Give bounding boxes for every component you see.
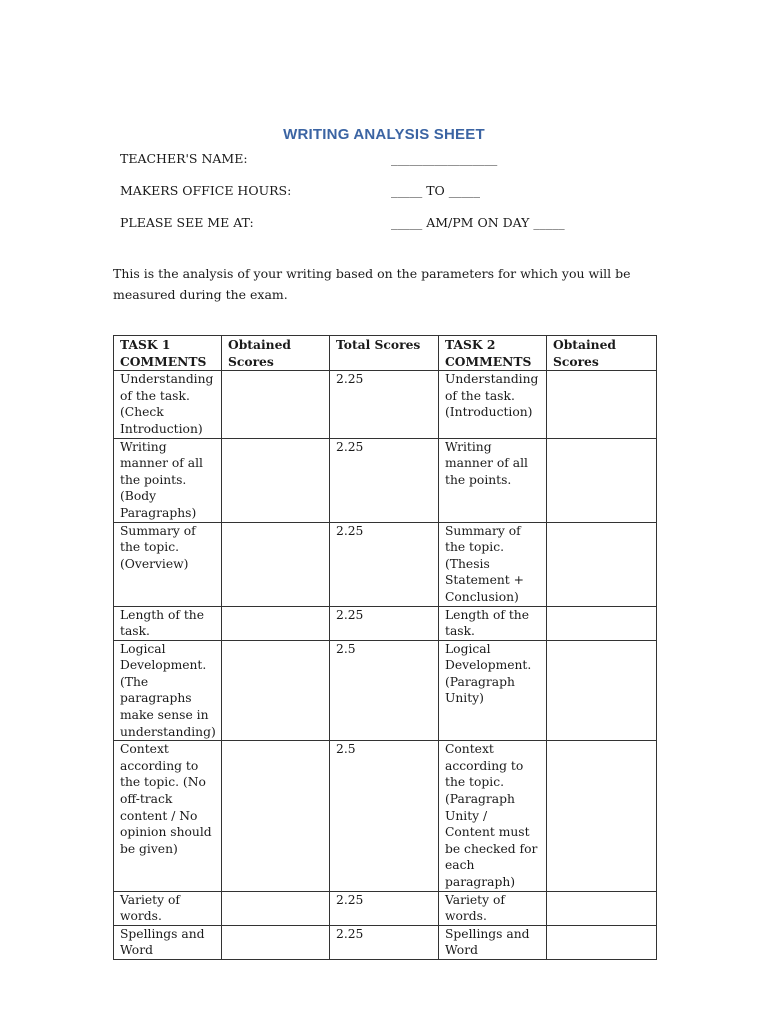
table-row — [114, 891, 657, 925]
obtained-score-1 — [222, 891, 330, 925]
obtained-score-2 — [547, 640, 657, 741]
obtained-score-1 — [222, 741, 330, 891]
header-obtained-scores-2: Obtained Scores — [547, 336, 657, 371]
task1-comment: Understanding of the task. (Check Introduction) — [114, 371, 222, 438]
total-score: 2.5 — [330, 741, 439, 891]
task2-comment: Logical Development. (Paragraph Unity) — [439, 640, 547, 741]
obtained-score-2 — [547, 741, 657, 891]
teacher-name-blank: _________________ — [391, 151, 498, 166]
task1-comment: Writing manner of all the points. (Body Paragraphs) — [114, 438, 222, 522]
task2-comment: Spellings and Word — [439, 925, 547, 959]
obtained-score-2 — [547, 371, 657, 438]
see-me-blank: _____ AM/PM ON DAY _____ — [391, 215, 565, 230]
task1-comment: Summary of the topic. (Overview) — [114, 522, 222, 606]
total-score: 2.25 — [330, 371, 439, 438]
obtained-score-2 — [547, 925, 657, 959]
see-me-label: PLEASE SEE ME AT: — [120, 215, 254, 230]
obtained-score-2 — [547, 606, 657, 640]
task2-comment: Writing manner of all the points. — [439, 438, 547, 522]
obtained-score-1 — [222, 371, 330, 438]
total-score: 2.25 — [330, 925, 439, 959]
obtained-score-1 — [222, 438, 330, 522]
table-row — [114, 371, 657, 438]
office-hours-label: MAKERS OFFICE HOURS: — [120, 183, 292, 198]
task1-comment: Length of the task. — [114, 606, 222, 640]
task1-comment: Variety of words. — [114, 891, 222, 925]
obtained-score-1 — [222, 640, 330, 741]
task1-comment: Logical Development. (The paragraphs make sense in understanding) — [114, 640, 222, 741]
obtained-score-2 — [547, 522, 657, 606]
total-score: 2.5 — [330, 640, 439, 741]
table-row — [114, 522, 657, 606]
document-title: WRITING ANALYSIS SHEET — [283, 126, 485, 143]
task2-comment: Variety of words. — [439, 891, 547, 925]
total-score: 2.25 — [330, 522, 439, 606]
obtained-score-2 — [547, 438, 657, 522]
total-score: 2.25 — [330, 891, 439, 925]
header-obtained-scores-1: Obtained Scores — [222, 336, 330, 371]
table-header-row — [114, 336, 657, 371]
teacher-name-label: TEACHER'S NAME: — [120, 151, 248, 166]
task2-comment: Understanding of the task. (Introduction) — [439, 371, 547, 438]
table-row — [114, 438, 657, 522]
table-row — [114, 606, 657, 640]
task1-comment: Spellings and Word — [114, 925, 222, 959]
analysis-table — [113, 335, 657, 960]
total-score: 2.25 — [330, 438, 439, 522]
obtained-score-1 — [222, 606, 330, 640]
obtained-score-1 — [222, 522, 330, 606]
header-total-scores: Total Scores — [330, 336, 439, 371]
header-task2-comments: TASK 2 COMMENTS — [439, 336, 547, 371]
task2-comment: Summary of the topic. (Thesis Statement + Conclusion) — [439, 522, 547, 606]
task1-comment: Context according to the topic. (No off-track content / No opinion should be given) — [114, 741, 222, 891]
task2-comment: Context according to the topic. (Paragraph Unity / Content must be checked for each paragraph) — [439, 741, 547, 891]
obtained-score-2 — [547, 891, 657, 925]
intro-paragraph: This is the analysis of your writing based on the parameters for which you will be measured during the exam. — [113, 266, 631, 302]
total-score: 2.25 — [330, 606, 439, 640]
task2-comment: Length of the task. — [439, 606, 547, 640]
table-row — [114, 640, 657, 741]
table-row — [114, 741, 657, 891]
table-row — [114, 925, 657, 959]
office-hours-blank: _____ TO _____ — [391, 183, 481, 198]
obtained-score-1 — [222, 925, 330, 959]
header-task1-comments: TASK 1 COMMENTS — [114, 336, 222, 371]
